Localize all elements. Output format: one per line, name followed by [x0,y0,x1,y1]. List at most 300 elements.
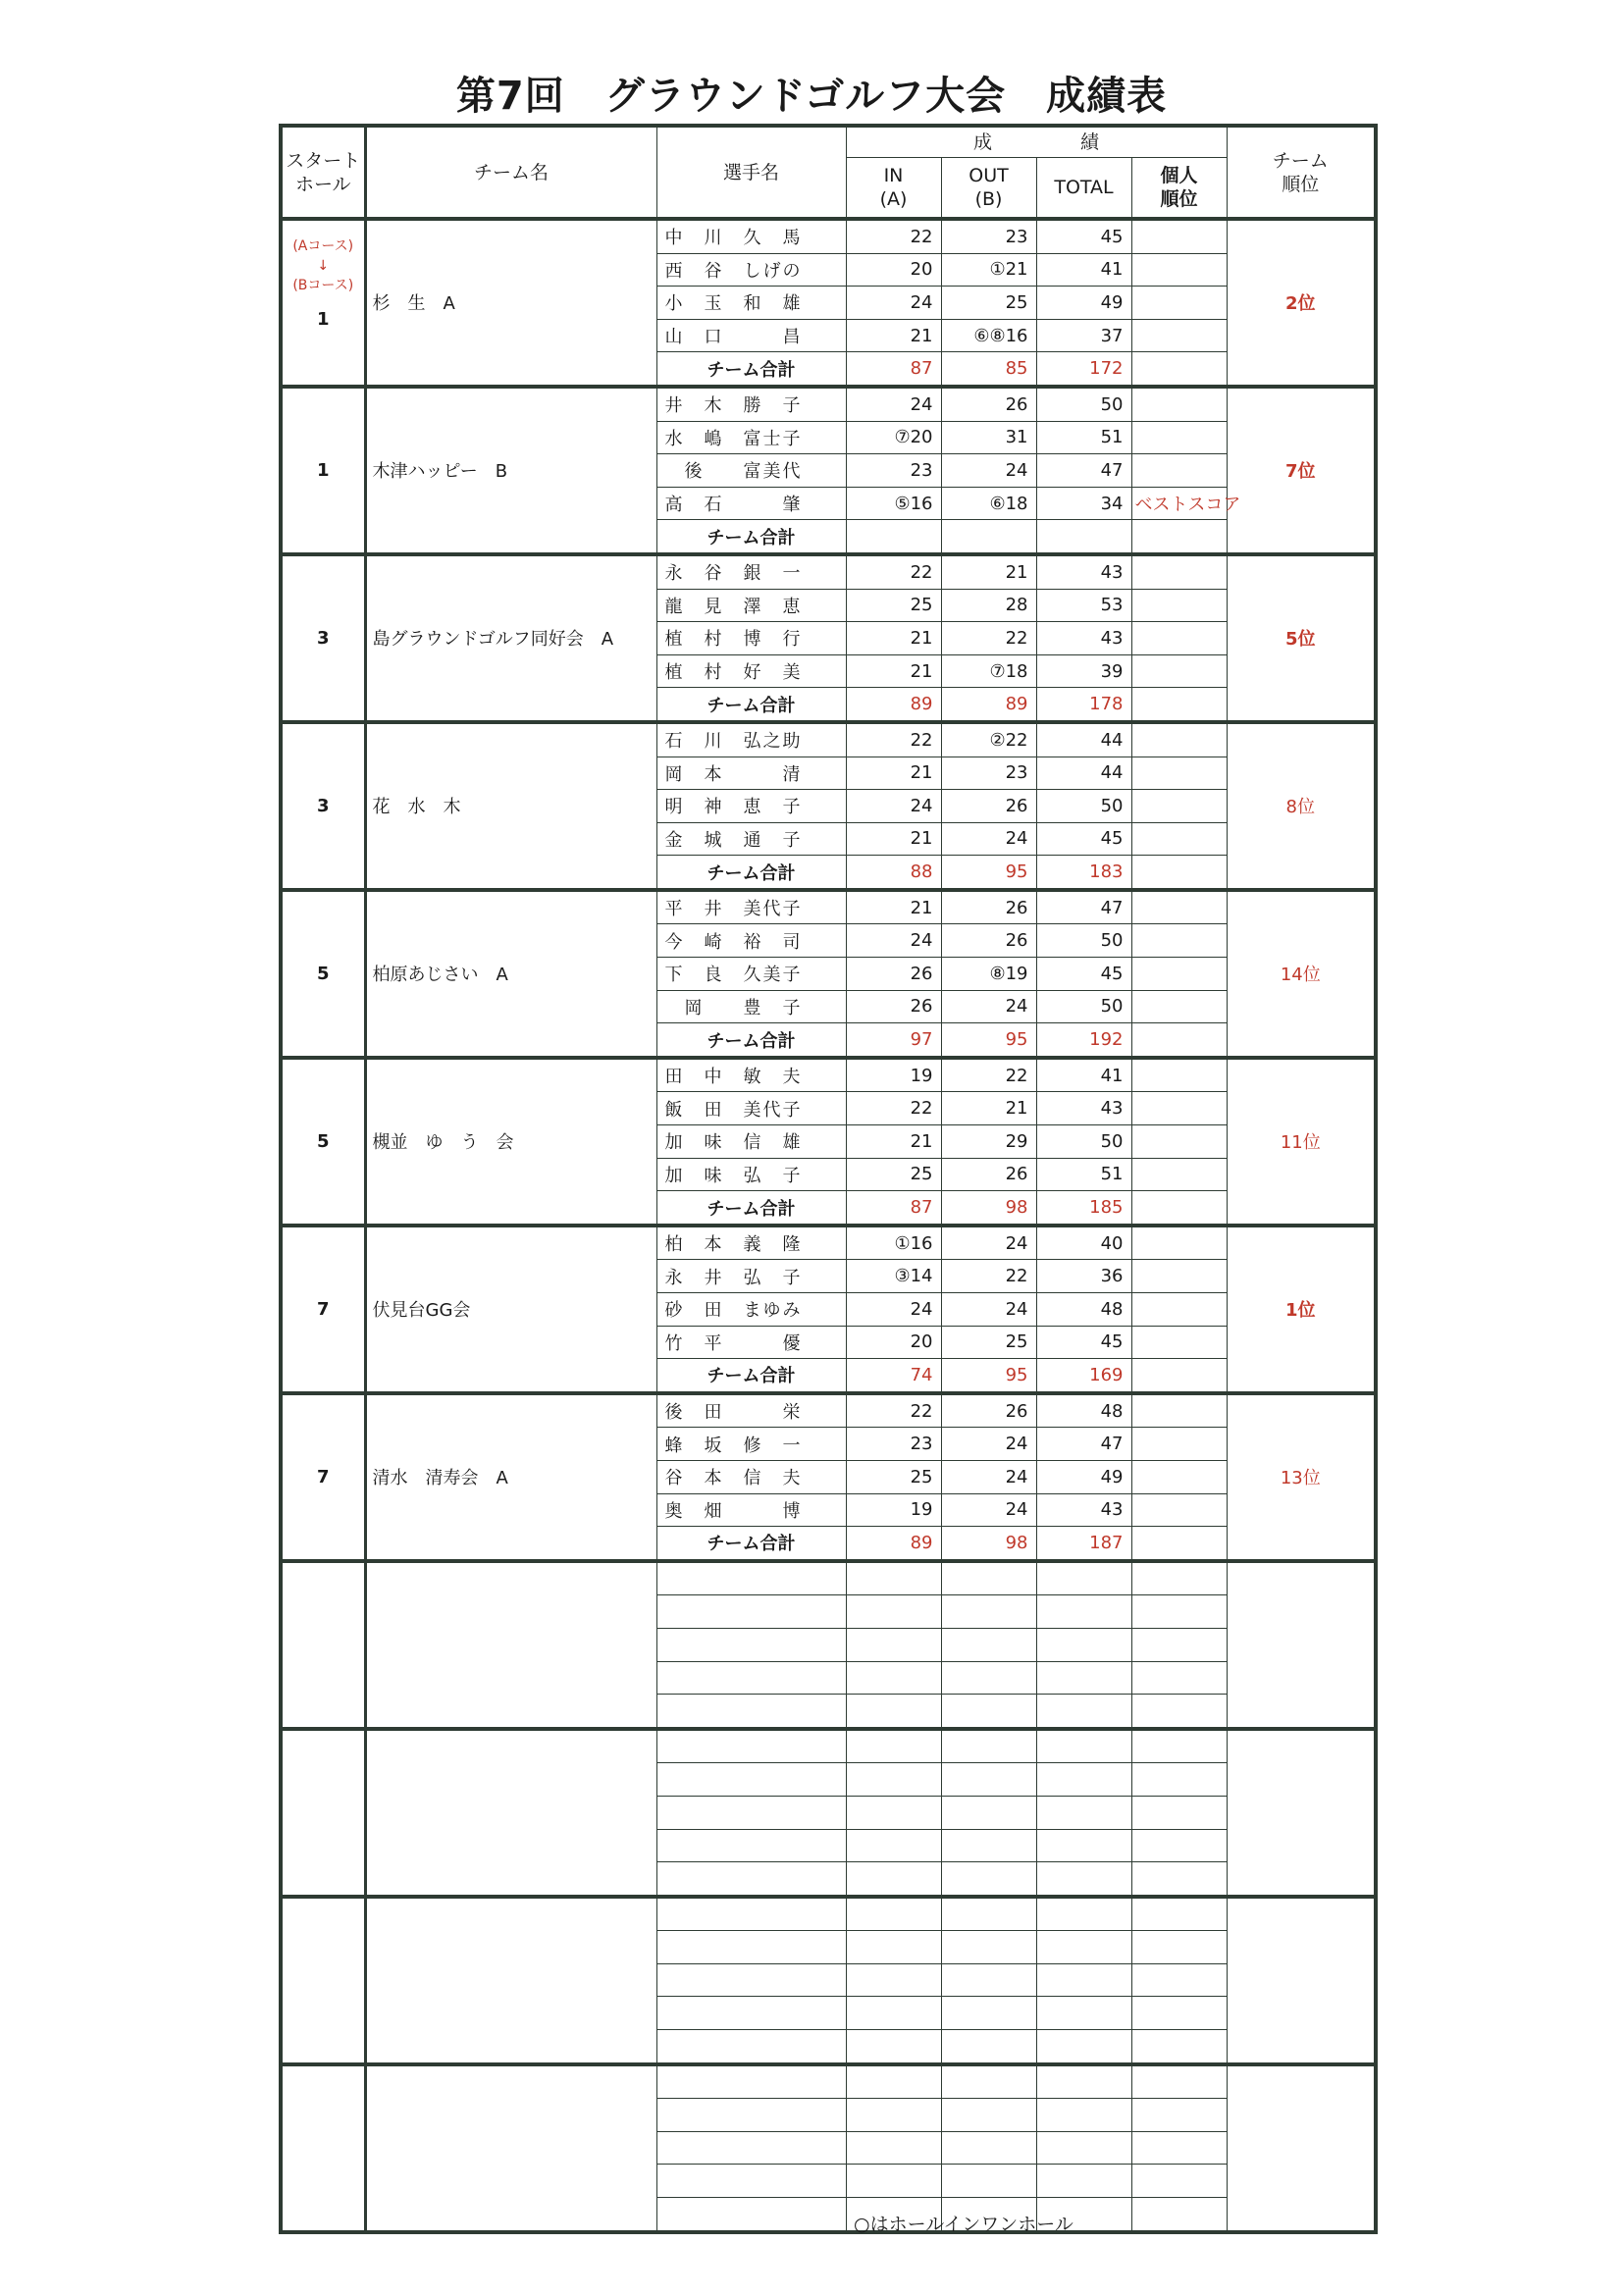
player-name [656,722,846,757]
player-name-text: 岡 豊 子 [664,997,803,1018]
score-in: 22 [846,1092,941,1125]
score-out: 24 [941,454,1036,488]
score-out: 22 [941,622,1036,655]
player-name-text: 明 神 恵 子 [664,797,803,818]
start-hole-number: 5 [316,963,330,984]
empty-cell [941,1829,1036,1862]
empty-cell [941,1931,1036,1964]
empty-cell [846,1729,941,1763]
player-name [656,387,846,421]
header-team-rank: チーム 順位 [1227,126,1376,219]
individual-rank [1131,1226,1227,1260]
player-name [656,421,846,454]
player-name [656,287,846,320]
score-total: 37 [1036,319,1131,352]
empty-cell [1131,2099,1227,2132]
empty-cell [656,1796,846,1829]
player-name-text: 山 口 昌 [664,327,803,348]
team-name: 槻並 ゆ う 会 [365,1058,656,1226]
page-title: 第7回 グラウンドゴルフ大会 成績表 [455,74,1168,119]
player-name-text: 奥 畑 博 [664,1500,803,1522]
individual-rank [1131,1293,1227,1327]
total-out [941,520,1036,554]
player-name-text: 金 城 通 子 [664,829,803,851]
empty-cell [1036,1862,1131,1897]
individual-rank [1131,1326,1227,1359]
score-in: 26 [846,990,941,1023]
individual-rank [1131,253,1227,287]
score-total: 51 [1036,1158,1131,1191]
player-name-text: 加 味 弘 子 [664,1165,803,1186]
player-name-text: 岡 本 清 [664,763,803,785]
header-start-hole: スタート ホール [281,126,365,219]
team-name [365,1897,656,2064]
total-out: 95 [941,1023,1036,1058]
footnote: ○はホールインワンホール [854,2214,1073,2235]
individual-rank [1131,622,1227,655]
start-hole [281,1393,365,1561]
empty-cell [941,2099,1036,2132]
team-total-label: チーム合計 [656,1359,846,1393]
team-name [365,1561,656,1729]
score-out: 23 [941,219,1036,253]
score-in: 22 [846,1393,941,1428]
individual-rank [1131,1493,1227,1527]
start-hole [281,1058,365,1226]
start-hole [281,387,365,554]
score-in: 23 [846,1428,941,1461]
score-out: 29 [941,1125,1036,1159]
player-row [281,219,1376,253]
player-name [656,924,846,958]
header-out: OUT (B) [941,158,1036,220]
header-team-name: チーム名 [365,126,656,219]
empty-cell [1036,1796,1131,1829]
player-name [656,1260,846,1293]
score-in: 25 [846,589,941,622]
team-total-label: チーム合計 [656,352,846,387]
individual-rank [1131,287,1227,320]
score-out: ①21 [941,253,1036,287]
empty-cell [941,2131,1036,2165]
start-hole-number: 7 [316,1298,330,1320]
empty-cell [846,1997,941,2030]
team-name: 花 水 木 [365,722,656,890]
score-out: 24 [941,1493,1036,1527]
empty-cell [941,1963,1036,1997]
score-total: 47 [1036,890,1131,924]
score-total: 44 [1036,722,1131,757]
team-rank: 1位 [1227,1226,1376,1393]
total-in: 74 [846,1359,941,1393]
empty-cell [1036,1897,1131,1931]
empty-cell [656,1763,846,1797]
team-rank: 11位 [1227,1058,1376,1226]
score-in: 20 [846,253,941,287]
individual-rank [1131,790,1227,823]
empty-cell [1131,1897,1227,1931]
team-total-label: チーム合計 [656,520,846,554]
player-name [656,822,846,856]
individual-rank [1131,722,1227,757]
score-total: 50 [1036,1125,1131,1159]
score-out: 28 [941,589,1036,622]
empty-cell [1131,1661,1227,1695]
team-name [365,2064,656,2232]
team-total-label: チーム合計 [656,688,846,722]
empty-cell [656,2131,846,2165]
empty-cell [656,1862,846,1897]
team-total-label: チーム合計 [656,1191,846,1226]
empty-cell [1036,2165,1131,2198]
player-name-text: 水 嶋 富士子 [664,428,803,449]
score-out: 24 [941,990,1036,1023]
empty-cell [941,1763,1036,1797]
empty-cell [941,1729,1036,1763]
player-name [656,1125,846,1159]
empty-cell [1131,2165,1227,2198]
score-out: ⑥⑧16 [941,319,1036,352]
empty-cell [941,2064,1036,2099]
total-in: 97 [846,1023,941,1058]
player-name-text: 蜂 坂 修 一 [664,1435,803,1456]
player-name-text: 谷 本 信 夫 [664,1468,803,1489]
player-name [656,1092,846,1125]
empty-cell [941,1628,1036,1661]
empty-cell [846,1931,941,1964]
individual-rank: ベストスコア [1131,487,1227,520]
player-name-text: 加 味 信 雄 [664,1132,803,1154]
individual-rank [1131,352,1227,387]
individual-rank [1131,757,1227,790]
player-name [656,219,846,253]
individual-rank [1131,958,1227,991]
player-name [656,589,846,622]
score-in: 25 [846,1158,941,1191]
empty-cell [656,1595,846,1629]
score-in: 23 [846,454,941,488]
start-hole-number: 1 [316,459,330,481]
header-in: IN (A) [846,158,941,220]
empty-cell [656,1561,846,1595]
player-name-text: 小 玉 和 雄 [664,293,803,315]
empty-cell [846,1763,941,1797]
score-total: 51 [1036,421,1131,454]
empty-cell [656,1963,846,1997]
score-total: 45 [1036,1326,1131,1359]
player-name-text: 下 良 久美子 [664,965,803,986]
start-hole [281,1561,365,1729]
score-out: 26 [941,387,1036,421]
player-name-text: 石 川 弘之助 [664,731,803,753]
empty-cell [846,2131,941,2165]
individual-rank [1131,856,1227,890]
empty-cell [941,1595,1036,1629]
empty-cell [941,1796,1036,1829]
team-total-label: チーム合計 [656,1527,846,1561]
individual-rank [1131,1460,1227,1493]
empty-cell [1131,1931,1227,1964]
score-out: 24 [941,1226,1036,1260]
score-in: 19 [846,1058,941,1092]
score-total: 47 [1036,454,1131,488]
score-total: 43 [1036,554,1131,589]
score-total: 43 [1036,622,1131,655]
score-out: ⑥18 [941,487,1036,520]
empty-cell [656,1628,846,1661]
player-row [281,1226,1376,1260]
score-table-body [281,219,1376,2232]
player-row [281,890,1376,924]
empty-cell [846,2064,941,2099]
score-in: ⑦20 [846,421,941,454]
team-name [365,1729,656,1897]
empty-cell [846,2030,941,2064]
player-name-text: 平 井 美代子 [664,899,803,920]
score-out: 26 [941,790,1036,823]
empty-cell [846,1963,941,1997]
score-total: 50 [1036,387,1131,421]
empty-cell [1036,1997,1131,2030]
total-total: 183 [1036,856,1131,890]
empty-cell [1036,1763,1131,1797]
score-out: 24 [941,822,1036,856]
score-out: 25 [941,1326,1036,1359]
score-total: 43 [1036,1092,1131,1125]
player-name-text: 井 木 勝 子 [664,395,803,417]
individual-rank [1131,1125,1227,1159]
individual-rank [1131,1023,1227,1058]
team-name: 伏見台GG会 [365,1226,656,1393]
score-total: 49 [1036,287,1131,320]
empty-cell [1036,1931,1131,1964]
team-rank [1227,1897,1376,2064]
player-name [656,1226,846,1260]
empty-cell [656,2099,846,2132]
player-name-text: 飯 田 美代子 [664,1099,803,1121]
empty-cell [1036,2131,1131,2165]
empty-cell [656,2064,846,2099]
score-out: 24 [941,1460,1036,1493]
start-hole-number: 3 [316,795,330,816]
total-out: 98 [941,1191,1036,1226]
empty-row [281,1729,1376,1763]
empty-cell [656,2030,846,2064]
total-out: 95 [941,856,1036,890]
score-in: 24 [846,790,941,823]
player-name [656,1293,846,1327]
empty-cell [1036,2064,1131,2099]
empty-cell [941,1897,1036,1931]
total-total: 192 [1036,1023,1131,1058]
empty-cell [656,1997,846,2030]
player-name [656,622,846,655]
score-in: 24 [846,287,941,320]
individual-rank [1131,1158,1227,1191]
empty-cell [1036,2099,1131,2132]
team-total-label: チーム合計 [656,856,846,890]
score-total: 49 [1036,1460,1131,1493]
total-out: 98 [941,1527,1036,1561]
empty-cell [1131,2064,1227,2099]
score-in: 25 [846,1460,941,1493]
individual-rank [1131,1393,1227,1428]
individual-rank [1131,1527,1227,1561]
team-rank: 7位 [1227,387,1376,554]
score-out: ②22 [941,722,1036,757]
player-name-text: 田 中 敏 夫 [664,1067,803,1088]
player-name-text: 永 井 弘 子 [664,1267,803,1288]
score-in: 21 [846,319,941,352]
start-hole-number: 3 [316,627,330,649]
player-name [656,1326,846,1359]
individual-rank [1131,990,1227,1023]
empty-row [281,1561,1376,1595]
score-total: 43 [1036,1493,1131,1527]
individual-rank [1131,822,1227,856]
total-total: 187 [1036,1527,1131,1561]
total-out: 89 [941,688,1036,722]
start-hole [281,554,365,722]
team-rank: 5位 [1227,554,1376,722]
score-total: 48 [1036,1393,1131,1428]
empty-row [281,2064,1376,2099]
team-rank [1227,1729,1376,1897]
player-name [656,454,846,488]
individual-rank [1131,1058,1227,1092]
player-name [656,1393,846,1428]
empty-cell [1131,1829,1227,1862]
empty-cell [1131,1763,1227,1797]
player-name [656,790,846,823]
score-out: 21 [941,554,1036,589]
individual-rank [1131,589,1227,622]
team-name: 木津ハッピー B [365,387,656,554]
score-total: 47 [1036,1428,1131,1461]
score-total: 34 [1036,487,1131,520]
total-in: 89 [846,1527,941,1561]
score-in: 21 [846,822,941,856]
empty-cell [656,1931,846,1964]
total-total: 185 [1036,1191,1131,1226]
total-in: 87 [846,352,941,387]
team-rank: 8位 [1227,722,1376,890]
player-name [656,1058,846,1092]
score-total: 45 [1036,958,1131,991]
score-total: 41 [1036,253,1131,287]
player-row [281,1393,1376,1428]
empty-cell [941,2030,1036,2064]
start-hole [281,219,365,387]
player-row [281,722,1376,757]
empty-row [281,1897,1376,1931]
player-name-text: 龍 見 澤 恵 [664,596,803,617]
player-name [656,1460,846,1493]
score-out: 21 [941,1092,1036,1125]
header-individual-rank: 個人 順位 [1131,158,1227,220]
team-rank: 13位 [1227,1393,1376,1561]
start-hole [281,1729,365,1897]
empty-cell [1131,1729,1227,1763]
score-out: 24 [941,1293,1036,1327]
score-table [279,124,1378,2234]
score-total: 41 [1036,1058,1131,1092]
empty-cell [846,1862,941,1897]
player-name-text: 柏 本 義 隆 [664,1234,803,1256]
empty-cell [1131,1963,1227,1997]
empty-cell [656,2198,846,2232]
empty-cell [846,1897,941,1931]
empty-cell [1036,1729,1131,1763]
team-name: 清水 清寿会 A [365,1393,656,1561]
player-name [656,654,846,688]
player-name [656,487,846,520]
empty-cell [941,1862,1036,1897]
empty-cell [846,1561,941,1595]
total-total: 172 [1036,352,1131,387]
player-name [656,554,846,589]
total-total: 169 [1036,1359,1131,1393]
score-total: 40 [1036,1226,1131,1260]
total-in: 87 [846,1191,941,1226]
empty-cell [1131,1695,1227,1729]
start-hole-number: 1 [316,308,330,330]
empty-cell [846,1661,941,1695]
empty-cell [941,2165,1036,2198]
team-name: 柏原あじさい A [365,890,656,1058]
empty-cell [1131,1997,1227,2030]
player-name [656,1493,846,1527]
score-in: 24 [846,387,941,421]
score-out: 31 [941,421,1036,454]
score-out: 22 [941,1058,1036,1092]
player-name-text: 後 田 栄 [664,1402,803,1424]
score-total: 53 [1036,589,1131,622]
team-name: 杉 生 A [365,219,656,387]
score-in: 19 [846,1493,941,1527]
empty-cell [846,1695,941,1729]
empty-cell [656,1695,846,1729]
player-row [281,387,1376,421]
player-name-text: 今 崎 裕 司 [664,931,803,953]
score-in: 21 [846,654,941,688]
individual-rank [1131,1428,1227,1461]
score-total: 45 [1036,822,1131,856]
header-total: TOTAL [1036,158,1131,220]
individual-rank [1131,421,1227,454]
header-player-name: 選手名 [656,126,846,219]
player-name [656,958,846,991]
empty-cell [846,1628,941,1661]
individual-rank [1131,219,1227,253]
score-in: 26 [846,958,941,991]
individual-rank [1131,1359,1227,1393]
score-in: ⑤16 [846,487,941,520]
empty-cell [1131,1628,1227,1661]
score-in: ①16 [846,1226,941,1260]
empty-cell [1036,1628,1131,1661]
total-out: 85 [941,352,1036,387]
total-in: 89 [846,688,941,722]
team-name: 島グラウンドゴルフ同好会 A [365,554,656,722]
score-in: ③14 [846,1260,941,1293]
individual-rank [1131,1092,1227,1125]
empty-cell [1131,1561,1227,1595]
score-out: 23 [941,757,1036,790]
empty-cell [1036,1661,1131,1695]
start-hole [281,722,365,890]
individual-rank [1131,688,1227,722]
